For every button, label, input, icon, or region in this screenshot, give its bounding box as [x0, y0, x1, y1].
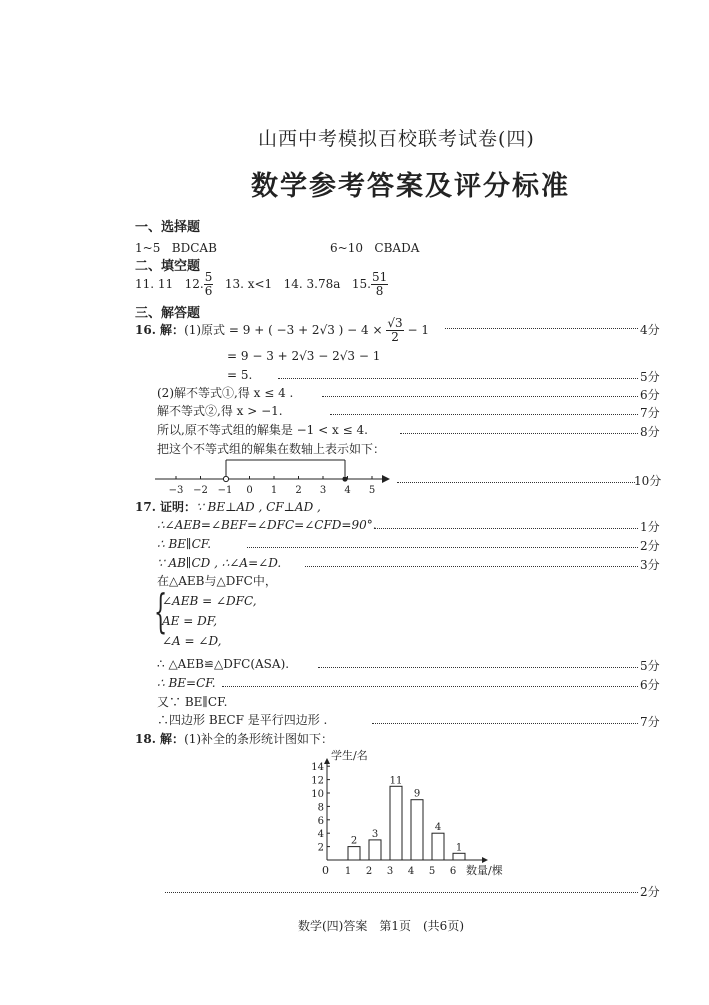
leader-dots: [322, 396, 638, 397]
score-label: 7分: [640, 406, 660, 420]
denominator: 2: [391, 329, 399, 344]
question-text: (1)补全的条形统计图如下：: [184, 732, 334, 746]
leader-dots: [375, 528, 638, 529]
question-label: 16. 解：: [135, 323, 185, 337]
y-axis-arrow: [324, 758, 330, 764]
leader-dots: [222, 686, 638, 687]
x-axis-arrow: [482, 857, 488, 863]
bar-value-label: 9: [413, 788, 421, 800]
x-tick-label: 1: [344, 866, 352, 877]
number-line-tick-label: −2: [193, 485, 208, 496]
q17-line-9: ∴四边形 BECF 是平行四边形 .: [157, 713, 328, 727]
leader-dots: [400, 433, 638, 434]
bar-value-label: 11: [389, 775, 403, 787]
q17-line-5: 在△AEB与△DFC中，: [157, 574, 277, 588]
y-tick-label: 12: [311, 775, 324, 787]
q18-line-1: [135, 731, 333, 747]
question-label: 17. 证明：: [135, 500, 197, 514]
leader-dots: [278, 378, 638, 379]
system-brace: {: [154, 584, 168, 638]
number-line-tick-label: 5: [368, 485, 376, 496]
section-heading-fill: 二、填空题: [135, 259, 201, 274]
leader-dots: [397, 482, 635, 483]
denominator: 6: [204, 283, 213, 298]
x-tick-label: 6: [449, 866, 457, 877]
choice-range-label: 6~10: [330, 241, 363, 255]
q17-line-7: ∴ BE=CF.: [157, 676, 216, 690]
score-label: 5分: [640, 659, 660, 673]
score-label: 4分: [640, 323, 660, 337]
number-line-tick-label: −3: [168, 485, 184, 496]
bar-value-label: 4: [434, 822, 442, 834]
q16-line-5: 解不等式②,得 x > −1.: [157, 404, 283, 418]
y-tick-label: 4: [317, 829, 324, 841]
leader-dots: [165, 892, 638, 893]
score-label: 3分: [640, 558, 660, 572]
fraction: [204, 271, 214, 298]
congruence-condition-1: ∠AEB = ∠DFC,: [162, 594, 257, 608]
denominator: 8: [375, 283, 384, 298]
score-label: 6分: [640, 678, 660, 692]
bar: [390, 786, 402, 860]
q17-line-3: ∴ BE∥CF.: [157, 537, 212, 551]
numerator: 5: [204, 269, 213, 284]
q17-line-6: ∴ △AEB≌△DFC(ASA).: [157, 657, 290, 671]
y-tick-label: 10: [311, 789, 324, 800]
y-tick-label: 8: [317, 802, 324, 814]
q17-line-1: [135, 499, 321, 515]
score-label: 5分: [640, 370, 660, 384]
q17-line-2: ∴∠AEB=∠BEF=∠DFC=∠CFD=90°.: [157, 518, 377, 532]
number-line-tick-label: 4: [344, 485, 351, 496]
x-tick-label: 4: [407, 866, 415, 877]
page-title: 数学参考答案及评分标准: [251, 171, 570, 202]
number-line-tick-label: −1: [217, 485, 233, 496]
y-tick-label: 14: [311, 762, 324, 774]
bar-value-label: 1: [455, 842, 463, 854]
section-heading-choice: 一、选择题: [135, 220, 201, 235]
score-label: 1分: [640, 520, 660, 534]
choice-answers-6-10: [330, 240, 419, 256]
q16-line-6: 所以,原不等式组的解集是 −1 < x ≤ 4.: [157, 423, 368, 437]
score-label: 8分: [640, 425, 660, 439]
congruence-condition-3: ∠A = ∠D,: [162, 634, 222, 648]
x-tick-label: 2: [365, 866, 373, 877]
score-label: 6分: [640, 388, 660, 402]
math-expression: − 1: [407, 323, 429, 337]
q17-line-8: 又∵ BE∥CF.: [157, 695, 228, 709]
question-label: 18. 解：: [135, 732, 185, 746]
bar: [348, 847, 360, 860]
y-tick-label: 2: [317, 842, 324, 854]
number-line-tick-label: 1: [270, 485, 278, 496]
fill-answer-12: 12.: [184, 277, 204, 291]
y-axis-label: 学生/名: [331, 749, 368, 762]
bar: [369, 840, 381, 860]
choice-range-label: 1~5: [135, 241, 161, 255]
exam-series-title: 山西中考模拟百校联考试卷(四): [258, 128, 535, 150]
q16-line-4: (2)解不等式①,得 x ≤ 4 .: [157, 386, 294, 400]
number-line: [150, 455, 390, 497]
q16-line-1: [135, 313, 429, 347]
leader-dots: [247, 547, 638, 548]
score-label: 7分: [640, 715, 660, 729]
section-heading-solve: 三、解答题: [135, 306, 201, 321]
score-label: 2分: [640, 539, 660, 553]
bar-value-label: 2: [350, 835, 358, 847]
leader-dots: [305, 566, 638, 567]
q16-line-7: 把这个不等式组的解集在数轴上表示如下：: [157, 442, 386, 456]
fill-answer-15: 15.: [351, 277, 371, 291]
x-axis-label: 数量/棵: [466, 864, 503, 877]
fill-answer-13: 13. x<1: [224, 277, 273, 291]
axis-arrow: [382, 475, 390, 483]
x-tick-label: 5: [428, 866, 436, 877]
leader-dots: [445, 328, 638, 329]
fill-answer-11: 11. 11: [135, 277, 174, 291]
q17-line-4: ∵ AB∥CD , ∴∠A=∠D.: [157, 556, 282, 570]
fill-answers: [135, 267, 388, 301]
choice-answer-string: CBADA: [374, 241, 420, 255]
choice-answers-1-5: [135, 240, 217, 256]
origin-label: 0: [322, 864, 329, 877]
math-expression: (1)原式 = 9 + ( −3 + 2√3 ) − 4 ×: [184, 323, 383, 337]
choice-answer-string: BDCAB: [171, 241, 217, 255]
fraction: [386, 317, 403, 344]
page-footer: 数学(四)答案 第1页 (共6页): [298, 919, 464, 933]
numerator: 51: [371, 269, 388, 284]
numerator: √3: [387, 315, 403, 330]
bar-chart: [300, 746, 520, 880]
q16-line-3: = 5.: [227, 368, 253, 382]
math-expression: ∵ BE⊥AD , CF⊥AD ,: [196, 500, 321, 514]
fraction: [371, 271, 388, 298]
score-label: 2分: [640, 885, 660, 899]
closed-endpoint: [342, 476, 347, 481]
leader-dots: [318, 667, 638, 668]
bar: [411, 800, 423, 860]
congruence-condition-2: AE = DF,: [162, 614, 218, 628]
number-line-tick-label: 3: [319, 485, 327, 496]
q16-line-2: = 9 − 3 + 2√3 − 2√3 − 1: [227, 349, 381, 363]
bar: [432, 833, 444, 860]
leader-dots: [372, 723, 638, 724]
bar-value-label: 3: [371, 828, 379, 840]
x-tick-label: 3: [386, 866, 394, 877]
score-label: 10分: [634, 474, 662, 488]
bar: [453, 853, 465, 860]
number-line-tick-label: 2: [295, 485, 302, 496]
fill-answer-14: 14. 3.78a: [283, 277, 341, 291]
open-endpoint: [223, 476, 228, 481]
y-tick-label: 6: [317, 815, 324, 827]
number-line-tick-label: 0: [246, 485, 253, 496]
leader-dots: [330, 414, 638, 415]
